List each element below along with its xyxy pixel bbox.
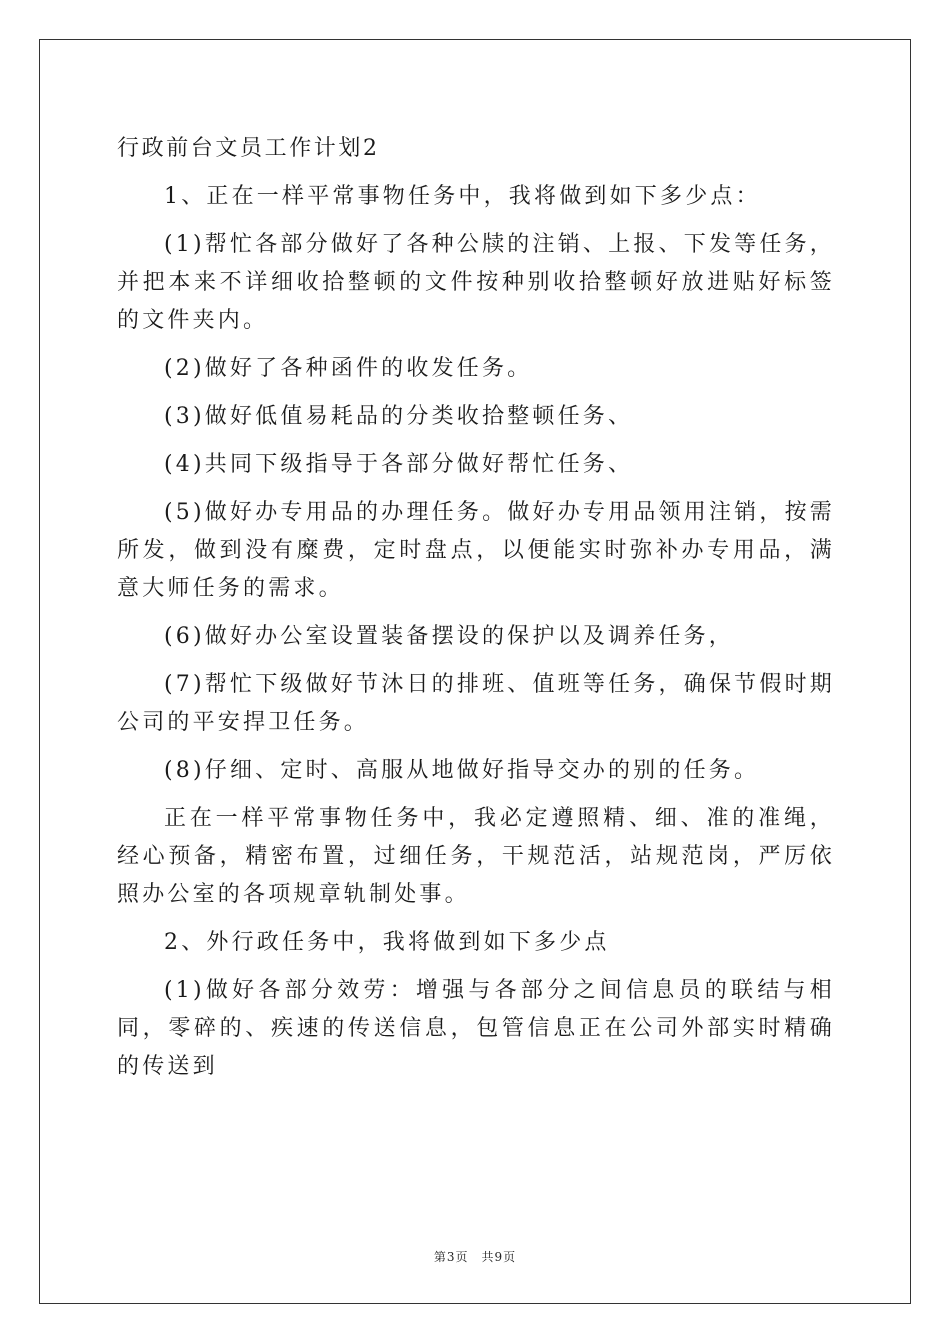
paragraph: 1、正在一样平常事物任务中，我将做到如下多少点： [164,184,761,209]
paragraph: (1)做好各部分效劳：增强与各部分之间信息员的联结与相同，零碎的、疾速的传送信息，包管信息正在公司外部实时精确的传送到 [117,978,835,1079]
paragraph: (1)帮忙各部分做好了各种公牍的注销、上报、下发等任务，并把本来不详细收拾整顿的文件按种别收拾整顿好放进贴好标签的文件夹内。 [117,232,835,333]
paragraph: (4)共同下级指导于各部分做好帮忙任务、 [164,452,634,477]
paragraph: 2、外行政任务中，我将做到如下多少点 [164,930,610,955]
paragraph: (5)做好办专用品的办理任务。做好办专用品领用注销，按需所发，做到没有糜费，定时盘点，以便能实时弥补办专用品，满意大师任务的需求。 [117,500,835,601]
paragraph: (7)帮忙下级做好节沐日的排班、值班等任务，确保节假时期公司的平安捍卫任务。 [117,672,835,735]
document-title: 行政前台文员工作计划2 [117,136,380,161]
paragraph: (2)做好了各种函件的收发任务。 [164,356,533,381]
page-number: 第3页 共9页 [433,1250,517,1264]
document-body [117,130,835,1096]
paragraph: (8)仔细、定时、高服从地做好指导交办的别的任务。 [164,758,760,783]
paragraph: (3)做好低值易耗品的分类收拾整顿任务、 [164,404,634,429]
paragraph: 正在一样平常事物任务中，我必定遵照精、细、准的准绳，经心预备，精密布置，过细任务，干规范活，站规范岗，严厉依照办公室的各项规章轨制处事。 [117,806,835,907]
paragraph: (6)做好办公室设置装备摆设的保护以及调养任务， [164,624,734,649]
